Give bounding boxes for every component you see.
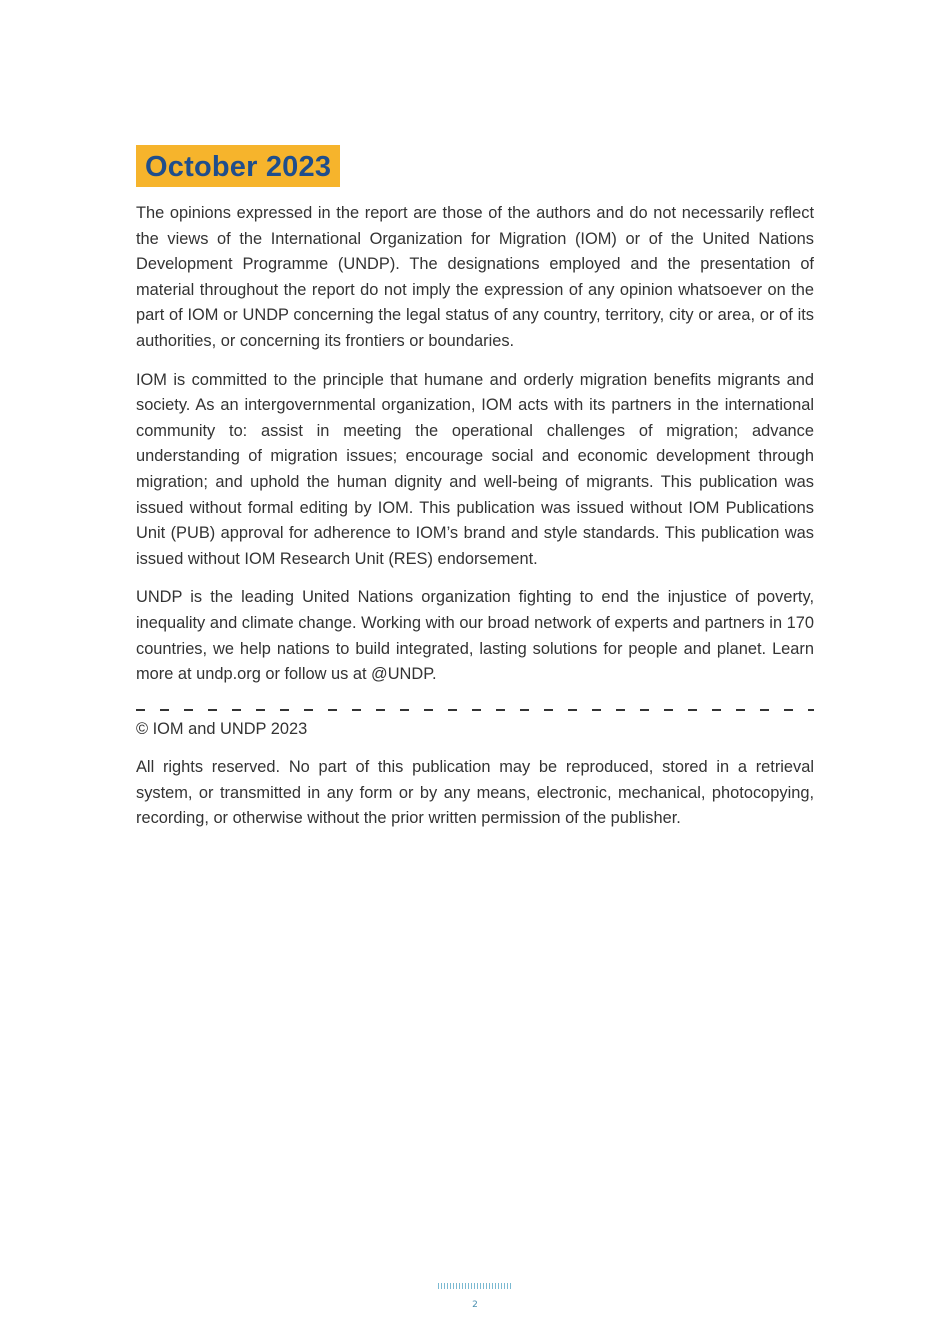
date-badge	[136, 145, 340, 187]
footer-ornament	[438, 1283, 512, 1289]
undp-statement-paragraph: UNDP is the leading United Nations organization fighting to end the injustice of poverty, inequality and climate change. Working with our broad network of experts and partners in 170 countries, we help nations to build integrated, lasting solutions for people and planet. Learn more at undp.org or follow us at @UNDP.	[136, 588, 814, 684]
iom-statement-paragraph: IOM is committed to the principle that humane and orderly migration benefits migrants and society. As an intergovernmental organization, IOM acts with its partners in the international community to: assist in meeting the operational challenges of migration; advance understanding of migration issues; encourage social and economic development through migration; and uphold the human dignity and well-being of migrants. This publication was issued without formal editing by IOM. This publication was issued without IOM Publications Unit (PUB) approval for adherence to IOM’s brand and style standards. This publication was issued without IOM Research Unit (RES) endorsement.	[136, 370, 814, 568]
page-number: 2	[472, 1300, 478, 1310]
document-page	[136, 145, 814, 845]
page-footer	[0, 1276, 950, 1310]
disclaimer-paragraph: The opinions expressed in the report are those of the authors and do not necessarily reflect the views of the International Organization for Migration (IOM) or of the United Nations Development Programme (UNDP). The designations employed and the presentation of material throughout the report do not imply the expression of any opinion whatsoever on the part of IOM or UNDP concerning the legal status of any country, territory, city or area, or of its authorities, or concerning its frontiers or boundaries.	[136, 204, 814, 350]
rights-reserved-paragraph: All rights reserved. No part of this publication may be reproduced, stored in a retrieval system, or transmitted in any form or by any means, electronic, mechanical, photocopying, recording, or otherwise without the prior written permission of the publisher.	[136, 758, 814, 828]
publication-date: October 2023	[145, 151, 332, 183]
dashed-divider	[136, 709, 814, 711]
copyright-notice: © IOM and UNDP 2023	[136, 719, 308, 738]
